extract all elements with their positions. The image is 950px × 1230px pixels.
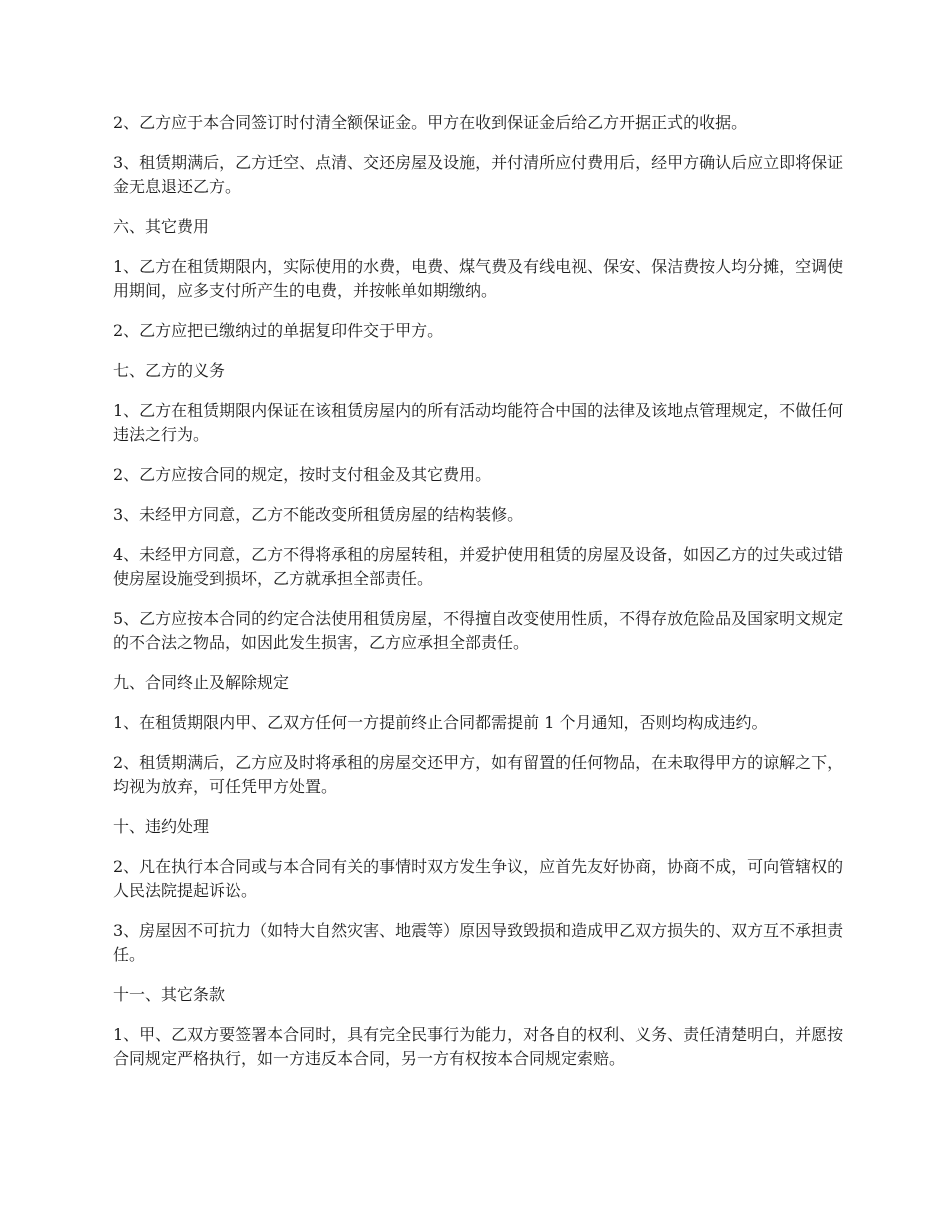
clause-deposit-receipt: 2、乙方应于本合同签订时付清全额保证金。甲方在收到保证金后给乙方开据正式的收据。 — [113, 113, 748, 132]
clause-deposit-refund: 3、租赁期满后，乙方迁空、点清、交还房屋及设施，并付清所应付费用后，经甲方确认后应立即将保证金无息退还乙方。 — [113, 153, 844, 196]
document-page — [113, 111, 845, 1087]
section-heading-other-terms: 十一、其它条款 — [113, 985, 226, 1004]
clause-force-majeure: 3、房屋因不可抗力（如特大自然灾害、地震等）原因导致毁损和造成甲乙双方损失的、双方互不承担责任。 — [113, 921, 844, 964]
clause-early-termination: 1、在租赁期限内甲、乙双方任何一方提前终止合同都需提前 1 个月通知，否则均构成违约。 — [113, 713, 768, 732]
section-heading-other-fees: 六、其它费用 — [113, 217, 210, 236]
clause-receipt-copies: 2、乙方应把已缴纳过的单据复印件交于甲方。 — [113, 321, 444, 340]
clause-timely-payment: 2、乙方应按合同的规定，按时支付租金及其它费用。 — [113, 465, 492, 484]
clause-no-sublet: 4、未经甲方同意，乙方不得将承租的房屋转租，并爱护使用租赁的房屋及设备，如因乙方的过失或过错使房屋设施受到损坏，乙方就承担全部责任。 — [113, 545, 844, 588]
section-heading-termination: 九、合同终止及解除规定 — [113, 673, 290, 692]
clause-utility-fees: 1、乙方在租赁期限内，实际使用的水费，电费、煤气费及有线电视、保安、保洁费按人均分摊，空调使用期间，应多支付所产生的电费，并按帐单如期缴纳。 — [113, 257, 844, 300]
clause-lawful-use: 5、乙方应按本合同的约定合法使用租赁房屋，不得擅自改变使用性质，不得存放危险品及国家明文规定的不合法之物品，如因此发生损害，乙方应承担全部责任。 — [113, 609, 844, 652]
section-heading-tenant-obligations: 七、乙方的义务 — [113, 361, 226, 380]
clause-return-property: 2、租赁期满后，乙方应及时将承租的房屋交还甲方，如有留置的任何物品，在未取得甲方的谅解之下，均视为放弃，可任凭甲方处置。 — [113, 753, 844, 796]
clause-no-structural-change: 3、未经甲方同意，乙方不能改变所租赁房屋的结构装修。 — [113, 505, 524, 524]
section-heading-breach: 十、违约处理 — [113, 817, 210, 836]
clause-lawful-activity: 1、乙方在租赁期限内保证在该租赁房屋内的所有活动均能符合中国的法律及该地点管理规定，不做任何违法之行为。 — [113, 401, 844, 444]
clause-capacity-and-compensation: 1、甲、乙双方要签署本合同时，具有完全民事行为能力，对各自的权利、义务、责任清楚明白，并愿按合同规定严格执行，如一方违反本合同，另一方有权按本合同规定索赔。 — [113, 1025, 844, 1068]
clause-dispute-resolution: 2、凡在执行本合同或与本合同有关的事情时双方发生争议，应首先友好协商，协商不成，可向管辖权的人民法院提起诉讼。 — [113, 857, 844, 900]
